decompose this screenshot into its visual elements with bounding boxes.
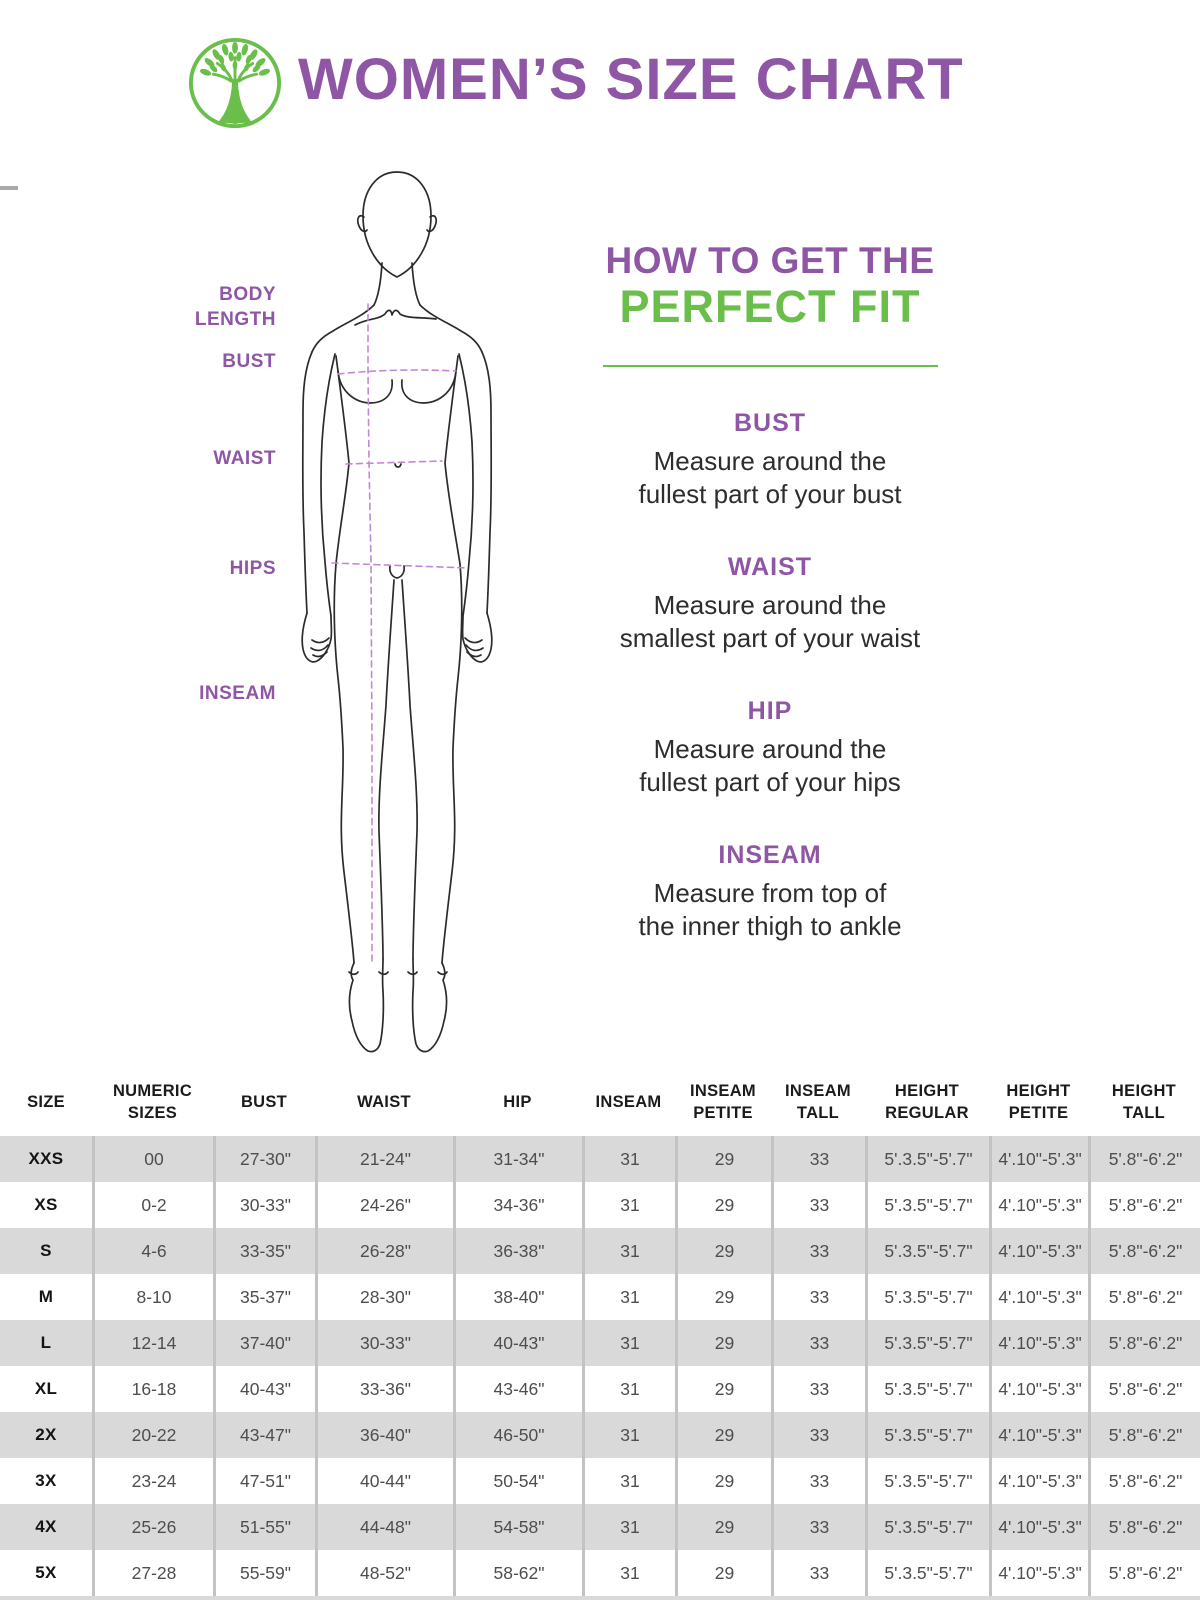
table-cell: 31 xyxy=(582,1320,675,1366)
table-cell: 5'.3.5"-5'.7" xyxy=(865,1550,989,1596)
table-cell: 4-6 xyxy=(92,1228,213,1274)
fit-guide xyxy=(580,240,960,943)
table-cell: 33-35" xyxy=(213,1228,315,1274)
edge-mark xyxy=(0,186,18,190)
table-cell: 5'.8"-6'.2" xyxy=(1088,1504,1200,1550)
guide-section-hip xyxy=(580,697,960,799)
table-cell: 26-28" xyxy=(315,1228,453,1274)
table-cell: 29 xyxy=(675,1458,771,1504)
table-cell: 4'.10"-5'.3" xyxy=(989,1136,1088,1182)
table-cell: 54-58" xyxy=(453,1504,582,1550)
table-row xyxy=(0,1366,1200,1412)
column-header: INSEAM PETITE xyxy=(690,1081,756,1122)
table-cell: 25-26 xyxy=(92,1504,213,1550)
table-row xyxy=(0,1550,1200,1596)
guide-section-bust xyxy=(580,409,960,511)
table-cell: 47-51" xyxy=(213,1458,315,1504)
label-inseam: INSEAM xyxy=(199,683,276,704)
table-cell: 50-54" xyxy=(453,1458,582,1504)
table-cell: 0-2 xyxy=(92,1182,213,1228)
guide-heading-main: PERFECT FIT xyxy=(619,280,921,332)
table-cell: 51-55" xyxy=(213,1504,315,1550)
table-cell: 38-40" xyxy=(453,1274,582,1320)
table-cell: 33-36" xyxy=(315,1366,453,1412)
table-cell: 5'.8"-6'.2" xyxy=(1088,1366,1200,1412)
table-row xyxy=(0,1182,1200,1228)
table-cell: 27-30" xyxy=(213,1136,315,1182)
table-cell: 33 xyxy=(771,1550,865,1596)
table-cell: 31 xyxy=(582,1504,675,1550)
table-cell: 29 xyxy=(675,1274,771,1320)
table-cell: 31 xyxy=(582,1366,675,1412)
table-row xyxy=(0,1458,1200,1504)
table-cell: 5'.8"-6'.2" xyxy=(1088,1274,1200,1320)
size-cell: S xyxy=(40,1241,52,1260)
column-header: INSEAM TALL xyxy=(785,1081,851,1122)
table-cell: 4'.10"-5'.3" xyxy=(989,1274,1088,1320)
table-cell: 43-46" xyxy=(453,1366,582,1412)
table-cell: 29 xyxy=(675,1182,771,1228)
table-cell: 30-33" xyxy=(213,1182,315,1228)
guide-section-title: INSEAM xyxy=(718,840,822,869)
column-header: HEIGHT TALL xyxy=(1111,1081,1177,1122)
green-divider xyxy=(603,365,938,367)
table-cell: 31 xyxy=(582,1412,675,1458)
table-cell: 37-40" xyxy=(213,1320,315,1366)
table-cell: 28-30" xyxy=(315,1274,453,1320)
table-cell: 4'.10"-5'.3" xyxy=(989,1458,1088,1504)
table-cell: 29 xyxy=(675,1320,771,1366)
table-row xyxy=(0,1228,1200,1274)
table-cell: 46-50" xyxy=(453,1412,582,1458)
table-cell: 24-26" xyxy=(315,1182,453,1228)
table-cell: 33 xyxy=(771,1458,865,1504)
table-cell: 4'.10"-5'.3" xyxy=(989,1182,1088,1228)
guide-section-text: Measure around the smallest part of your waist xyxy=(619,589,921,653)
guide-section-text: Measure around the fullest part of your bust xyxy=(638,445,902,509)
table-cell: 5'.3.5"-5'.7" xyxy=(865,1320,989,1366)
table-cell: 29 xyxy=(675,1504,771,1550)
table-cell: 48-52" xyxy=(315,1550,453,1596)
table-cell: 5'.3.5"-5'.7" xyxy=(865,1412,989,1458)
table-cell: 33 xyxy=(771,1274,865,1320)
table-cell: 5'.3.5"-5'.7" xyxy=(865,1182,989,1228)
table-cell: 4'.10"-5'.3" xyxy=(989,1320,1088,1366)
table-cell: 31 xyxy=(582,1550,675,1596)
table-cell: 5'.8"-6'.2" xyxy=(1088,1320,1200,1366)
bust-line xyxy=(338,370,456,374)
table-cell: 33 xyxy=(771,1504,865,1550)
table-cell: 23-24 xyxy=(92,1458,213,1504)
table-cell: 5'.8"-6'.2" xyxy=(1088,1182,1200,1228)
table-cell: 30-33" xyxy=(315,1320,453,1366)
hip-line xyxy=(332,563,468,568)
table-row xyxy=(0,1274,1200,1320)
size-cell: XL xyxy=(34,1379,58,1398)
table-cell: 21-24" xyxy=(315,1136,453,1182)
size-cell: 2X xyxy=(35,1425,57,1444)
guide-section-text: Measure around the fullest part of your hips xyxy=(639,733,901,797)
label-waist: WAIST xyxy=(213,448,276,469)
table-cell: 5'.3.5"-5'.7" xyxy=(865,1366,989,1412)
table-cell: 29 xyxy=(675,1366,771,1412)
table-cell: 5'.3.5"-5'.7" xyxy=(865,1136,989,1182)
table-bottom-strip xyxy=(0,1596,1200,1600)
table-cell: 55-59" xyxy=(213,1550,315,1596)
size-cell: XS xyxy=(34,1195,58,1214)
column-header: HEIGHT REGULAR xyxy=(885,1081,969,1122)
table-cell: 20-22 xyxy=(92,1412,213,1458)
guide-section-title: BUST xyxy=(733,408,807,437)
guide-section-inseam xyxy=(580,841,960,943)
table-row xyxy=(0,1412,1200,1458)
table-cell: 12-14 xyxy=(92,1320,213,1366)
page-title: WOMEN’S SIZE CHART xyxy=(298,47,964,112)
table-cell: 5'.8"-6'.2" xyxy=(1088,1228,1200,1274)
column-header: SIZE xyxy=(27,1092,65,1111)
table-cell: 36-40" xyxy=(315,1412,453,1458)
table-cell: 31 xyxy=(582,1136,675,1182)
guide-section-text: Measure from top of the inner thigh to ankle xyxy=(638,877,902,941)
table-cell: 00 xyxy=(92,1136,213,1182)
table-cell: 35-37" xyxy=(213,1274,315,1320)
body-measurement-figure xyxy=(270,160,510,1060)
table-cell: 33 xyxy=(771,1182,865,1228)
table-cell: 31 xyxy=(582,1228,675,1274)
table-cell: 33 xyxy=(771,1412,865,1458)
column-header: HIP xyxy=(503,1092,532,1111)
table-cell: 5'.3.5"-5'.7" xyxy=(865,1274,989,1320)
table-cell: 40-43" xyxy=(453,1320,582,1366)
column-header: BUST xyxy=(240,1092,288,1111)
table-cell: 33 xyxy=(771,1136,865,1182)
table-cell: 4'.10"-5'.3" xyxy=(989,1504,1088,1550)
table-cell: 33 xyxy=(771,1366,865,1412)
column-header: NUMERIC SIZES xyxy=(112,1081,193,1122)
table-cell: 31-34" xyxy=(453,1136,582,1182)
table-cell: 5'.3.5"-5'.7" xyxy=(865,1228,989,1274)
label-bust: BUST xyxy=(222,351,276,372)
table-row xyxy=(0,1504,1200,1550)
size-cell: L xyxy=(40,1333,52,1352)
table-cell: 29 xyxy=(675,1228,771,1274)
table-cell: 29 xyxy=(675,1412,771,1458)
table-cell: 5'.3.5"-5'.7" xyxy=(865,1458,989,1504)
table-cell: 31 xyxy=(582,1458,675,1504)
table-cell: 31 xyxy=(582,1274,675,1320)
table-cell: 33 xyxy=(771,1320,865,1366)
column-header: INSEAM xyxy=(595,1092,662,1111)
size-cell: M xyxy=(38,1287,54,1306)
label-body-length: BODY LENGTH xyxy=(194,284,276,330)
guide-section-waist xyxy=(580,553,960,655)
size-cell: 4X xyxy=(35,1517,57,1536)
table-cell: 4'.10"-5'.3" xyxy=(989,1412,1088,1458)
table-cell: 44-48" xyxy=(315,1504,453,1550)
table-cell: 5'.8"-6'.2" xyxy=(1088,1136,1200,1182)
table-cell: 5'.8"-6'.2" xyxy=(1088,1458,1200,1504)
label-hips: HIPS xyxy=(229,558,276,579)
table-cell: 40-44" xyxy=(315,1458,453,1504)
waist-line xyxy=(346,461,442,464)
column-header: HEIGHT PETITE xyxy=(1006,1081,1071,1122)
table-cell: 4'.10"-5'.3" xyxy=(989,1550,1088,1596)
table-cell: 34-36" xyxy=(453,1182,582,1228)
size-cell: 3X xyxy=(35,1471,57,1490)
table-row xyxy=(0,1136,1200,1182)
table-cell: 31 xyxy=(582,1182,675,1228)
table-cell: 5'.8"-6'.2" xyxy=(1088,1412,1200,1458)
size-table-header xyxy=(0,1068,1200,1136)
table-cell: 33 xyxy=(771,1228,865,1274)
guide-heading-top: HOW TO GET THE xyxy=(605,240,935,281)
size-cell: XXS xyxy=(28,1149,64,1168)
guide-section-title: HIP xyxy=(747,696,793,725)
size-table xyxy=(0,1068,1200,1600)
table-cell: 16-18 xyxy=(92,1366,213,1412)
column-header: WAIST xyxy=(357,1092,411,1111)
size-cell: 5X xyxy=(35,1563,57,1582)
table-cell: 5'.3.5"-5'.7" xyxy=(865,1504,989,1550)
table-cell: 8-10 xyxy=(92,1274,213,1320)
table-cell: 40-43" xyxy=(213,1366,315,1412)
table-cell: 58-62" xyxy=(453,1550,582,1596)
table-cell: 4'.10"-5'.3" xyxy=(989,1366,1088,1412)
table-cell: 43-47" xyxy=(213,1412,315,1458)
table-cell: 4'.10"-5'.3" xyxy=(989,1228,1088,1274)
guide-section-title: WAIST xyxy=(727,552,813,581)
table-cell: 27-28 xyxy=(92,1550,213,1596)
table-cell: 5'.8"-6'.2" xyxy=(1088,1550,1200,1596)
table-row xyxy=(0,1320,1200,1366)
size-table-body xyxy=(0,1136,1200,1596)
table-cell: 29 xyxy=(675,1136,771,1182)
tree-icon xyxy=(185,36,285,134)
table-cell: 36-38" xyxy=(453,1228,582,1274)
table-cell: 29 xyxy=(675,1550,771,1596)
